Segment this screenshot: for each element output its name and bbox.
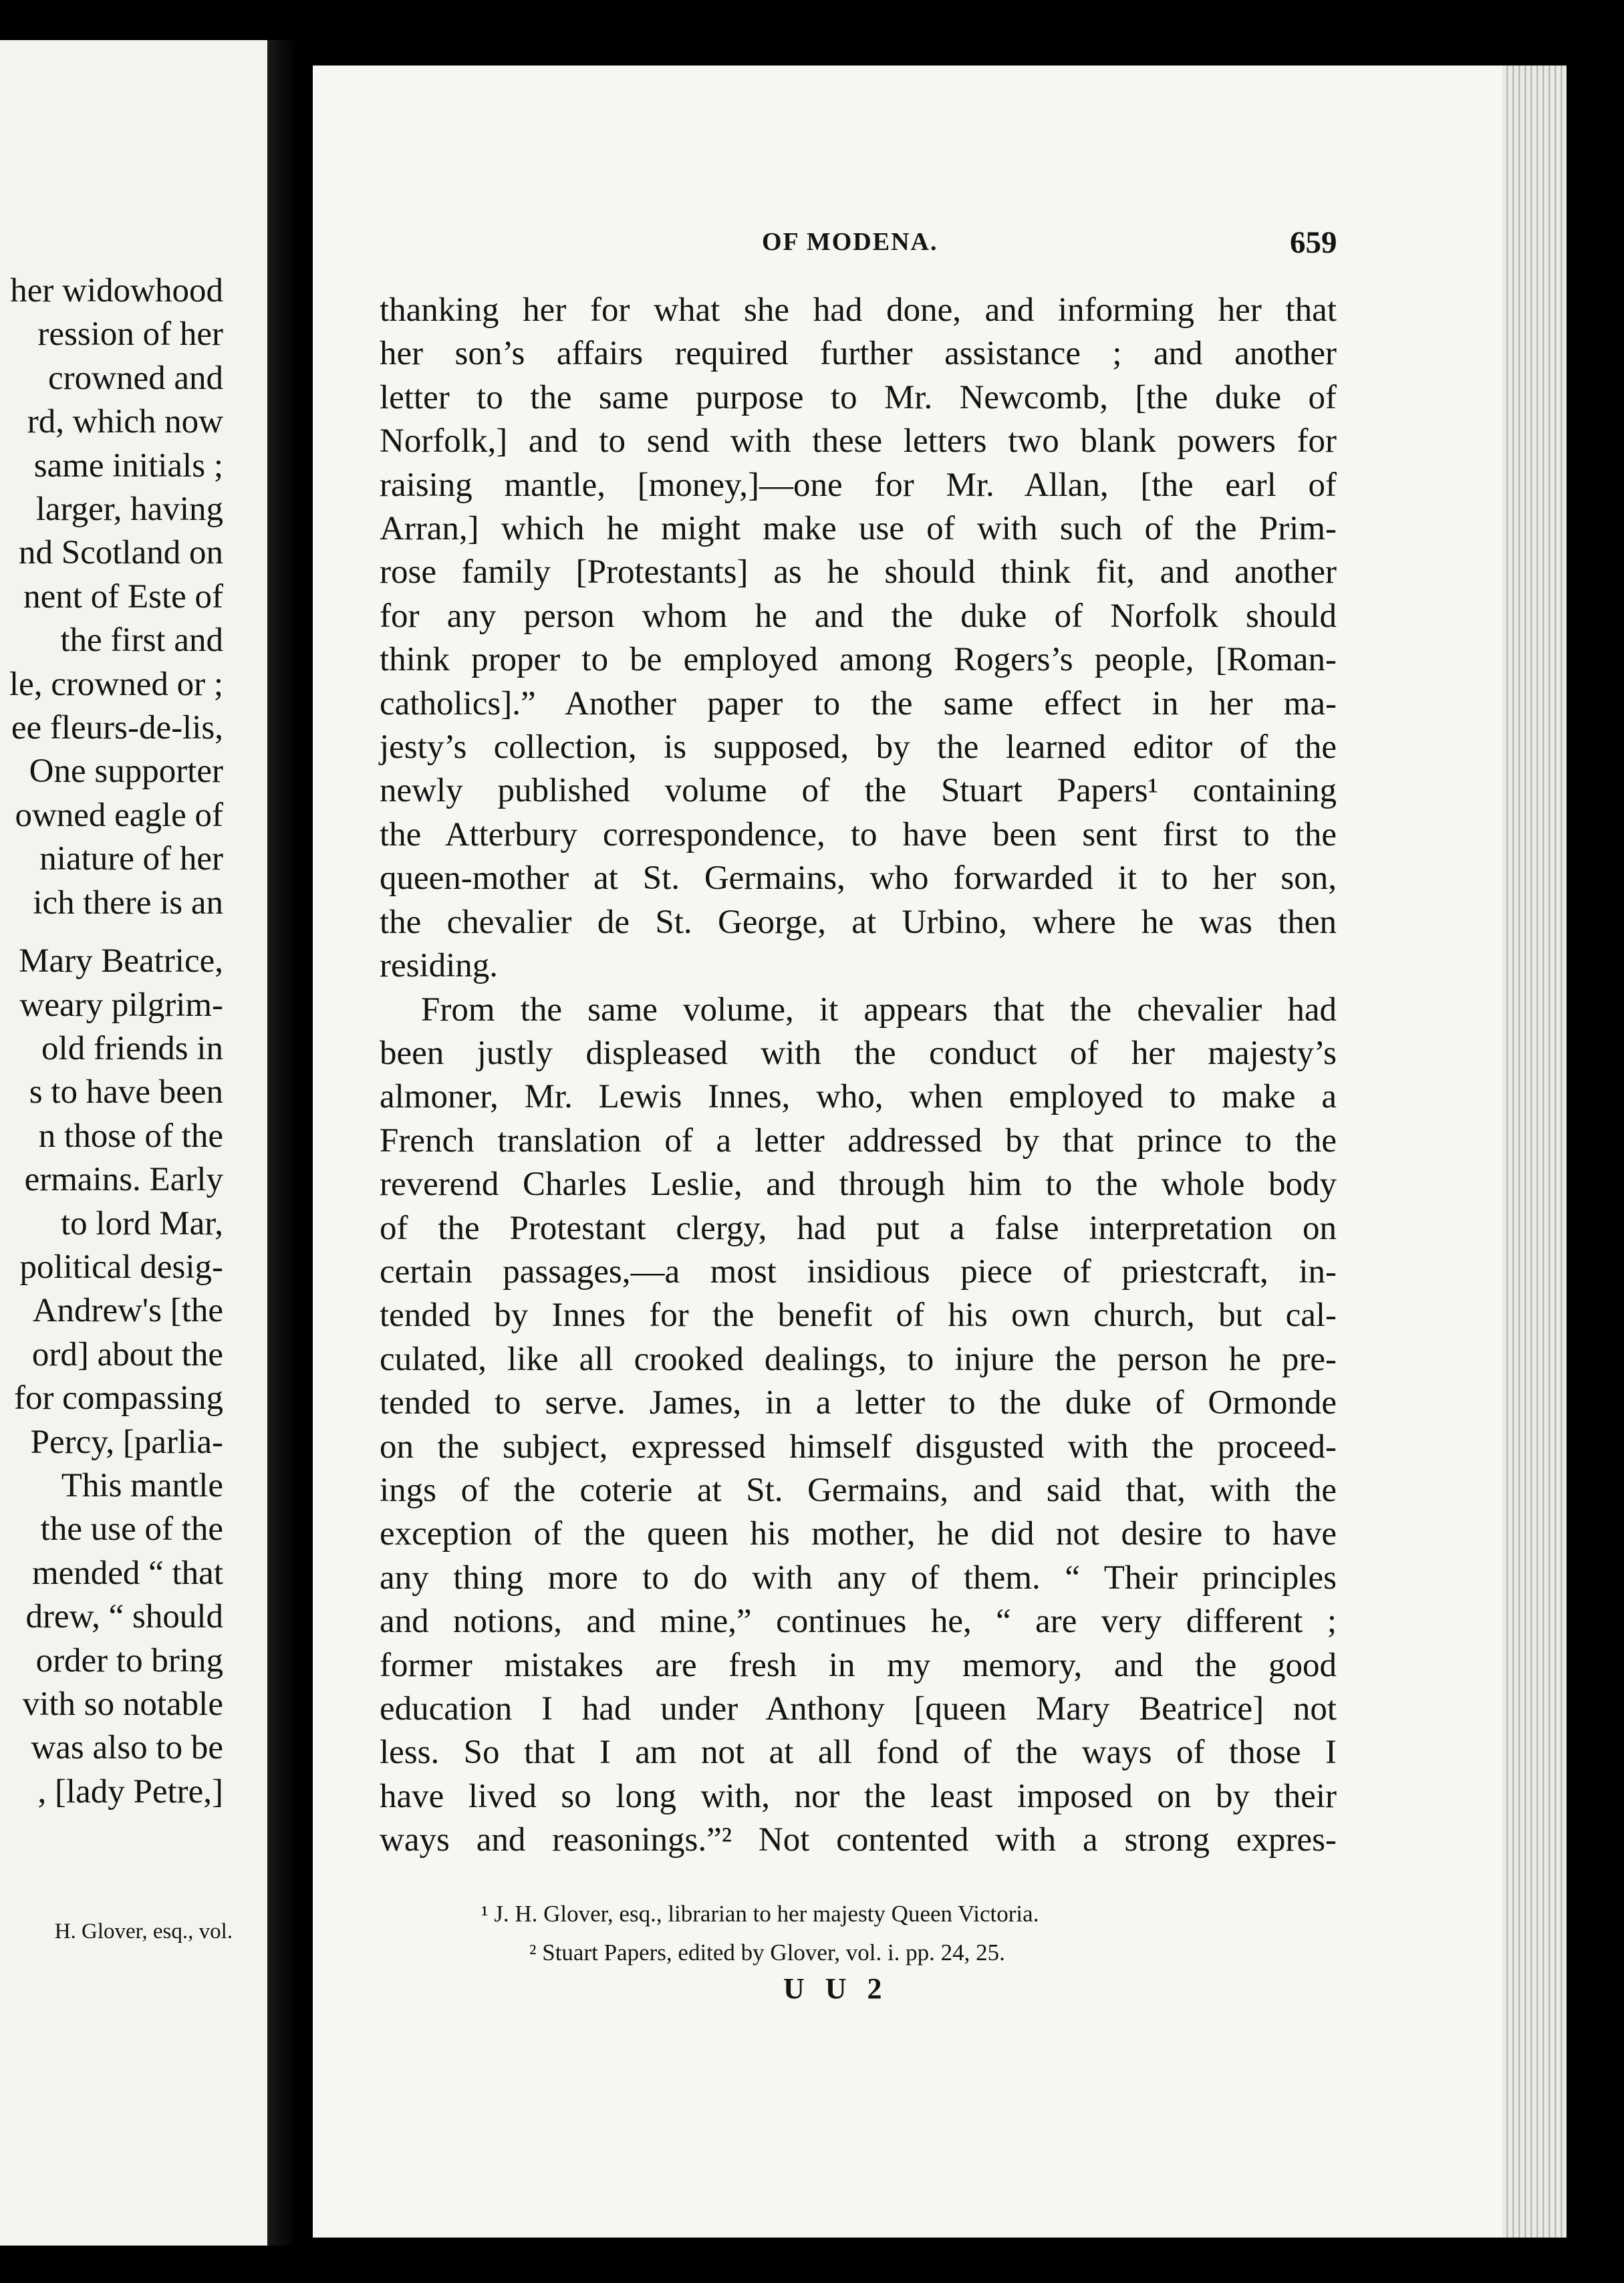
paragraph-2	[380, 988, 1337, 1863]
left-page-line: Mary Beatrice,	[19, 942, 223, 980]
paragraph-2-line: certain passages,—a most insidious piece of priestcraft, in-	[380, 1252, 1337, 1291]
signature-mark: U U 2	[783, 1972, 889, 2005]
footnote-2: ² Stuart Papers, edited by Glover, vol. i. pp. 24, 25.	[529, 1939, 1005, 1966]
paragraph-1-line: the chevalier de St. George, at Urbino, where he was then	[380, 903, 1337, 941]
paragraph-2-line: French translation of a letter addressed by that prince to the	[380, 1121, 1337, 1160]
paragraph-1-line: think proper to be employed among Rogers’s people, [Roman-	[380, 641, 1337, 679]
paragraph-2-line: education I had under Anthony [queen Mary Beatrice] not	[380, 1690, 1337, 1728]
left-page-line: was also to be	[31, 1729, 223, 1767]
left-page-line: s to have been	[29, 1073, 223, 1111]
left-page-line: the use of the	[40, 1510, 223, 1549]
left-page-footnote: H. Glover, esq., vol.	[54, 1919, 233, 1943]
book-gutter	[267, 40, 315, 2246]
paragraph-2-line: and notions, and mine,” continues he, “ are very different ;	[380, 1603, 1337, 1641]
paragraph-1-line: for any person whom he and the duke of Norfolk should	[380, 597, 1337, 635]
paragraph-2-line: almoner, Mr. Lewis Innes, who, when employed to make a	[380, 1078, 1337, 1116]
left-page-line: drew, “ should	[25, 1598, 223, 1636]
paragraph-2-line: reverend Charles Leslie, and through him to the whole body	[380, 1166, 1337, 1204]
paragraph-1-line: her son’s affairs required further assistance ; and another	[380, 335, 1337, 373]
paragraph-2-line: exception of the queen his mother, he did not desire to have	[380, 1515, 1337, 1553]
paragraph-1	[380, 289, 1337, 988]
paragraph-2-line: ings of the coterie at St. Germains, and said that, with the	[380, 1471, 1337, 1509]
paragraph-1-line: Norfolk,] and to send with these letters two blank powers for	[380, 422, 1337, 460]
footnotes	[481, 1895, 1283, 1972]
running-head: OF MODENA.	[762, 228, 938, 256]
paragraph-2-line: have lived so long with, nor the least imposed on by their	[380, 1777, 1337, 1815]
left-page-line: ich there is an	[33, 884, 223, 922]
paragraph-2-line: ways and reasonings.”² Not contented with a strong expres-	[380, 1821, 1337, 1859]
left-page-line: Percy, [parlia-	[30, 1423, 223, 1461]
left-page-line: This mantle	[61, 1466, 223, 1504]
left-page-line: vith so notable	[22, 1686, 223, 1723]
left-page-line: for compassing	[13, 1379, 223, 1418]
paragraph-1-line: jesty’s collection, is supposed, by the learned editor of the	[380, 728, 1337, 767]
paragraph-2-line: of the Protestant clergy, had put a false interpretation on	[380, 1209, 1337, 1247]
left-page-line: nent of Este of	[23, 577, 223, 616]
left-page-line: rd, which now	[27, 403, 223, 441]
left-page-line: her widowhood	[10, 272, 223, 309]
paragraph-1-line: letter to the same purpose to Mr. Newcomb, [the duke of	[380, 378, 1337, 416]
footnote-1: ¹ J. H. Glover, esq., librarian to her majesty Queen Victoria.	[481, 1901, 1039, 1927]
left-page-line: n those of the	[38, 1117, 223, 1155]
paragraph-1-line: catholics].” Another paper to the same effect in her ma-	[380, 684, 1337, 722]
left-page-line: ord] about the	[31, 1335, 223, 1373]
left-page-line: niature of her	[39, 840, 223, 878]
paragraph-2-line: on the subject, expressed himself disgusted with the proceed-	[380, 1428, 1337, 1466]
paragraph-2-line: culated, like all crooked dealings, to injure the person he pre-	[380, 1340, 1337, 1378]
left-page-line: le, crowned or ;	[9, 665, 223, 703]
paragraph-2-line: been justly displeased with the conduct of her majesty’s	[380, 1034, 1337, 1072]
left-page-line: ermains. Early	[24, 1161, 223, 1199]
left-page-line: weary pilgrim-	[19, 986, 223, 1024]
left-page-line: order to bring	[35, 1641, 223, 1680]
left-page-line: to lord Mar,	[61, 1204, 223, 1242]
left-page-line: , [lady Petre,]	[37, 1772, 223, 1810]
paragraph-2-line: less. So that I am not at all fond of the ways of those I	[380, 1734, 1337, 1772]
left-page-line: owned eagle of	[15, 796, 223, 834]
paragraph-1-line: residing.	[380, 947, 499, 985]
paragraph-1-line: rose family [Protestants] as he should think fit, and another	[380, 553, 1337, 591]
left-page-line: the first and	[60, 622, 223, 660]
left-page-line: Andrew's [the	[32, 1292, 223, 1330]
paragraph-2-line: From the same volume, it appears that the chevalier had	[421, 990, 1337, 1029]
page-edges	[1502, 65, 1567, 2238]
left-facing-page	[0, 40, 279, 2246]
paragraph-1-line: thanking her for what she had done, and informing her that	[380, 291, 1337, 329]
left-page-text	[0, 269, 223, 1814]
paragraph-1-line: Arran,] which he might make use of with such of the Prim-	[380, 510, 1337, 548]
left-page-line: ression of her	[37, 315, 223, 354]
left-page-line: old friends in	[41, 1029, 223, 1067]
paragraph-2-line: any thing more to do with any of them. “ Their principles	[380, 1559, 1337, 1597]
paragraph-1-line: newly published volume of the Stuart Papers¹ containing	[380, 772, 1337, 810]
left-page-line: political desig-	[19, 1248, 223, 1286]
paragraph-2-line: tended by Innes for the benefit of his own church, but cal-	[380, 1297, 1337, 1335]
left-page-line: mended “ that	[31, 1554, 223, 1592]
left-page-line: One supporter	[29, 753, 223, 791]
paragraph-1-line: queen-mother at St. Germains, who forwarded it to her son,	[380, 859, 1337, 898]
main-text	[380, 289, 1337, 1863]
left-page-line: nd Scotland on	[19, 534, 223, 572]
left-page-line: crowned and	[48, 359, 223, 397]
left-page-line: larger, having	[35, 491, 223, 529]
page-number: 659	[1290, 225, 1337, 260]
left-page-line: same initials ;	[33, 446, 223, 485]
paragraph-2-line: tended to serve. James, in a letter to the duke of Ormonde	[380, 1384, 1337, 1422]
paragraph-2-line: former mistakes are fresh in my memory, and the good	[380, 1646, 1337, 1684]
paragraph-1-line: raising mantle, [money,]—one for Mr. Allan, [the earl of	[380, 466, 1337, 504]
paragraph-1-line: the Atterbury correspondence, to have been sent first to the	[380, 815, 1337, 853]
left-page-line: ee fleurs-de-lis,	[11, 709, 223, 747]
